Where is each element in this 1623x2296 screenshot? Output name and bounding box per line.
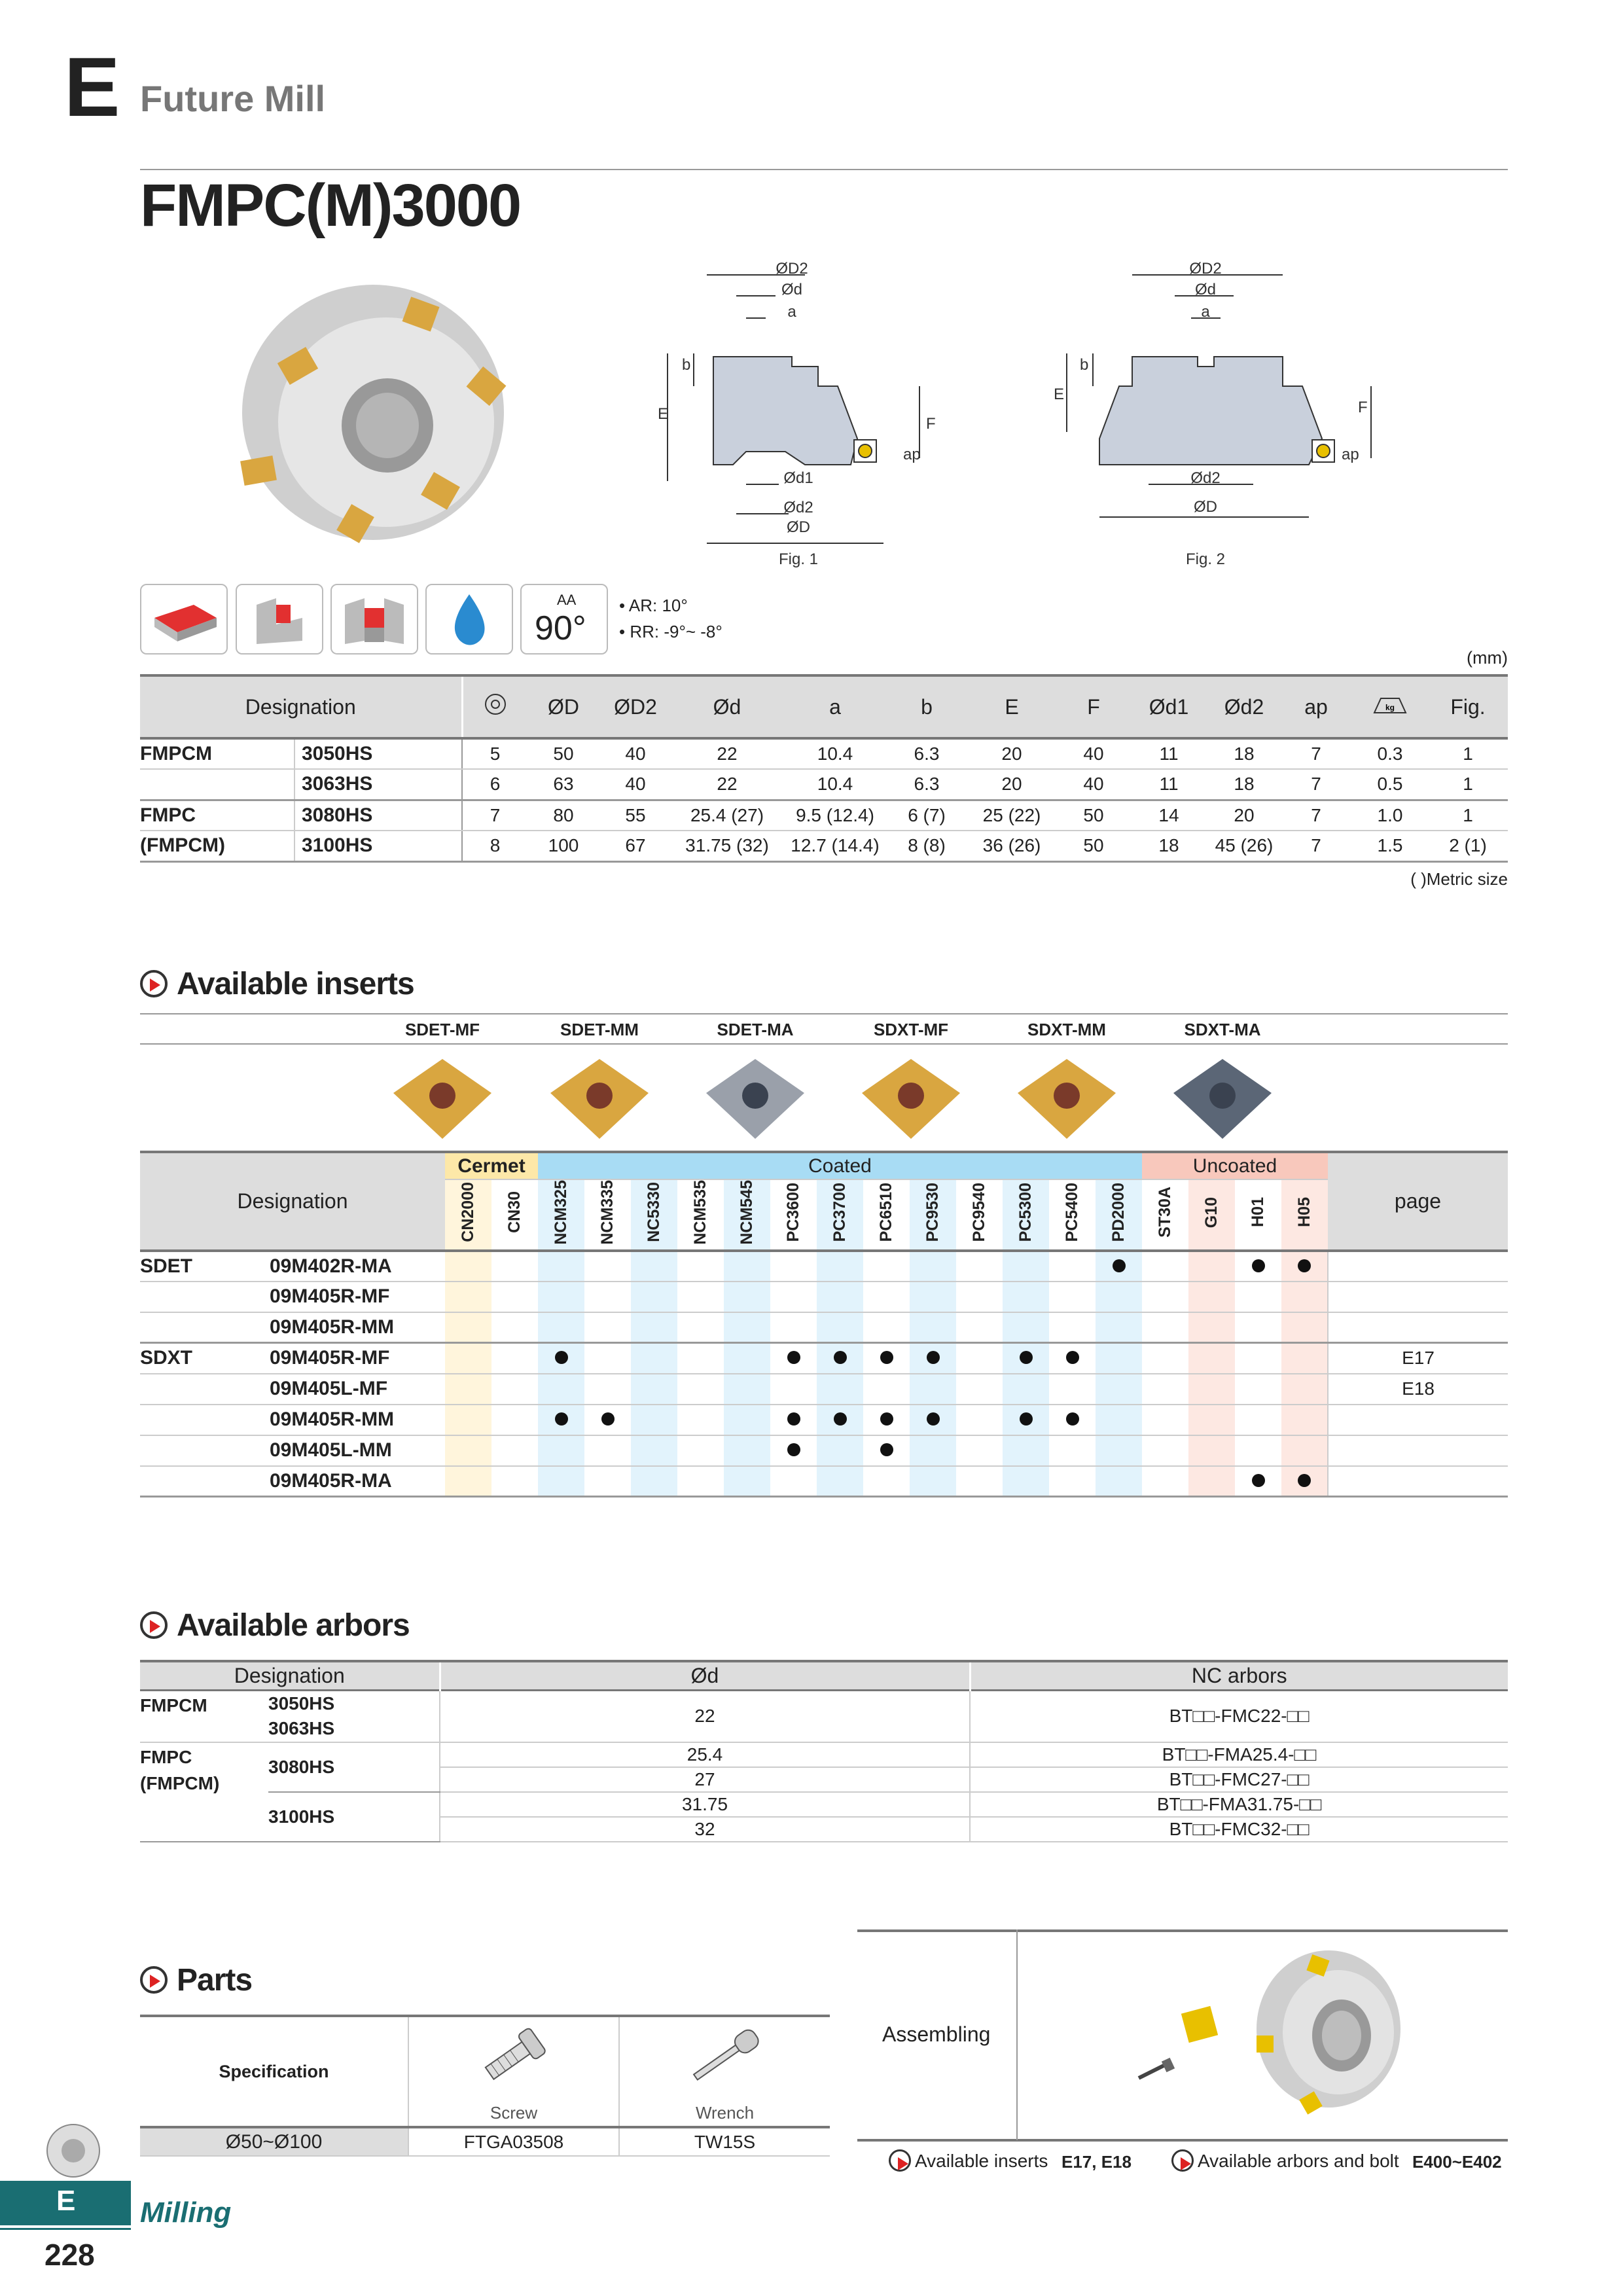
availability-dot (1252, 1474, 1265, 1487)
spec-cell: 55 (599, 800, 671, 831)
availability-dot (927, 1351, 940, 1364)
insert-code: 09M405R-MM (270, 1405, 445, 1435)
svg-text:E: E (1054, 386, 1065, 403)
insert-name: SDET-MF (404, 1020, 480, 1039)
grade-label: PC6510 (877, 1183, 895, 1242)
insert-code: 09M405R-MF (270, 1343, 445, 1374)
svg-text:b: b (1080, 356, 1089, 374)
availability-dot (1298, 1259, 1311, 1272)
insert-group: SDXT (140, 1343, 270, 1374)
availability-dot (880, 1443, 893, 1456)
svg-text:a: a (1201, 303, 1210, 321)
grade-label: NC5330 (645, 1182, 663, 1243)
spec-cell: 14 (1130, 800, 1208, 831)
insert-row (140, 1374, 1508, 1405)
inserts-table (140, 1151, 1508, 1498)
svg-text:ap: ap (1342, 446, 1359, 463)
spec-cell: 11 (1130, 769, 1208, 800)
svg-text:ØD: ØD (1194, 498, 1217, 516)
spec-cell: 36 (26) (966, 831, 1058, 861)
availability-dot (834, 1351, 847, 1364)
spec-code: 3100HS (294, 831, 462, 861)
spec-row (140, 738, 1508, 769)
insert-image (855, 1054, 967, 1145)
spec-row (140, 769, 1508, 800)
svg-text:F: F (1358, 399, 1368, 416)
spec-cell: 40 (599, 769, 671, 800)
spec-row (140, 831, 1508, 861)
svg-text:ØD2: ØD2 (1189, 260, 1222, 278)
insert-code: 09M405R-MF (270, 1282, 445, 1312)
insert-name: SDET-MA (717, 1020, 794, 1039)
availability-dot (555, 1412, 568, 1426)
svg-text:b: b (682, 356, 691, 374)
section-arrow-icon (140, 1611, 168, 1639)
spec-cell: 7 (1280, 769, 1352, 800)
availability-dot (1298, 1474, 1311, 1487)
spec-cell: 7 (462, 800, 527, 831)
grade-label: CN30 (505, 1191, 524, 1234)
grade-label: ST30A (1156, 1187, 1174, 1238)
cutter-photo (216, 262, 530, 563)
inserts-title: Available inserts (177, 967, 414, 1001)
group-uncoated: Uncoated (1142, 1152, 1328, 1179)
spec-cell: 12.7 (14.4) (783, 831, 887, 861)
spec-cell: 25 (22) (966, 800, 1058, 831)
insert-page (1328, 1405, 1508, 1435)
spec-cell: 18 (1208, 738, 1280, 769)
tab-thumbnail-image (41, 2121, 106, 2181)
grade-label: G10 (1202, 1196, 1221, 1228)
insert-group: SDET (140, 1251, 270, 1282)
spec-cell: 2 (1) (1428, 831, 1508, 861)
insert-image (1011, 1054, 1122, 1145)
availability-dot (880, 1351, 893, 1364)
spec-group: FMPCM (140, 738, 294, 769)
insert-name: SDXT-MM (1027, 1020, 1106, 1039)
coolant-drop-icon (425, 584, 513, 655)
weight-kg-icon (1352, 675, 1428, 738)
section-arrow-icon (140, 1966, 168, 1994)
spec-row (140, 800, 1508, 831)
availability-dot (1252, 1259, 1265, 1272)
insert-page (1328, 1466, 1508, 1497)
insert-row (140, 1312, 1508, 1343)
svg-text:ØD2: ØD2 (776, 260, 808, 278)
spec-cell: 80 (527, 800, 599, 831)
svg-text:Ød1: Ød1 (783, 469, 813, 487)
arbors-title: Available arbors (177, 1608, 410, 1643)
spec-cell: 6.3 (887, 769, 966, 800)
insert-page (1328, 1312, 1508, 1343)
spec-cell: 6 (462, 769, 527, 800)
spec-cell: 1 (1428, 738, 1508, 769)
material-steel-icon (140, 584, 228, 655)
spec-cell: 7 (1280, 831, 1352, 861)
spec-cell: 1 (1428, 800, 1508, 831)
svg-text:Fig. 2: Fig. 2 (1185, 550, 1226, 568)
insert-group (140, 1435, 270, 1466)
grade-label: H05 (1295, 1197, 1313, 1228)
header-rule (140, 169, 1508, 170)
arbors-table: Designation Ød NC arbors FMPCM 3050HS 3063HS 22 BT□□-FMC22-□□ FMPC (FMPCM) 3080HS 25.4 BT□□-FMA25.4-□□ 27 BT□□-FMC27-□□ 3100HS 31.75 BT□□-FMA31.75-□□ 32 BT□□-FMC32-□□ (140, 1660, 1508, 1842)
spec-table (140, 674, 1508, 863)
spec-cell: 40 (1058, 738, 1130, 769)
section-letter: E (64, 41, 118, 134)
insert-image (700, 1054, 811, 1145)
availability-dot (1020, 1351, 1033, 1364)
spec-cell: 22 (671, 738, 783, 769)
parts-table: Specification Screw Wrench Ø50~Ø100 FTGA03508 TW15S (140, 2015, 830, 2157)
spec-code: 3050HS (294, 738, 462, 769)
spec-cell: 45 (26) (1208, 831, 1280, 861)
insert-code: 09M402R-MA (270, 1251, 445, 1282)
insert-name: SDXT-MF (873, 1020, 949, 1039)
spec-cell: 22 (671, 769, 783, 800)
insert-code: 09M405R-MM (270, 1312, 445, 1343)
grade-label: CN2000 (459, 1182, 477, 1243)
grade-label: PD2000 (1109, 1183, 1128, 1242)
svg-text:a: a (787, 303, 796, 321)
spec-header-row: Designation ØD ØD2 Ød a b E F Ød1 Ød2 ap kg Fig. (140, 675, 1508, 738)
parts-title: Parts (177, 1963, 253, 1998)
grade-label: PC3700 (830, 1183, 849, 1242)
insert-group (140, 1374, 270, 1405)
approach-angle-card: AA 90° (520, 584, 608, 655)
availability-dot (880, 1412, 893, 1426)
svg-text:kg: kg (1385, 703, 1395, 712)
insert-page (1328, 1251, 1508, 1282)
wrench-image (619, 2016, 830, 2100)
availability-dot (787, 1443, 800, 1456)
section-title: Future Mill (140, 78, 326, 119)
spec-cell: 50 (527, 738, 599, 769)
spec-cell: 10.4 (783, 769, 887, 800)
spec-cell: 63 (527, 769, 599, 800)
spec-cell: 0.5 (1352, 769, 1428, 800)
insert-code: 09M405R-MA (270, 1466, 445, 1497)
spec-cell: 8 (8) (887, 831, 966, 861)
insert-image (1167, 1054, 1278, 1145)
figure-2 (1034, 255, 1374, 569)
slotting-icon (330, 584, 418, 655)
group-cermet: Cermet (445, 1152, 538, 1179)
spec-cell: 9.5 (12.4) (783, 800, 887, 831)
spec-group: FMPC (140, 800, 294, 831)
availability-dot (1020, 1412, 1033, 1426)
link-inserts-pages[interactable]: E17, E18 (1061, 2152, 1132, 2172)
spec-cell: 50 (1058, 800, 1130, 831)
model-title: FMPC(M)3000 (140, 172, 521, 239)
spec-code: 3063HS (294, 769, 462, 800)
assembling-image (1113, 1937, 1414, 2134)
insert-image (544, 1054, 655, 1145)
svg-text:Ød: Ød (781, 281, 803, 298)
grade-label: PC9540 (970, 1183, 988, 1242)
svg-text:Fig. 1: Fig. 1 (778, 550, 819, 568)
availability-dot (1066, 1351, 1079, 1364)
spec-cell: 25.4 (27) (671, 800, 783, 831)
availability-dot (787, 1351, 800, 1364)
grade-label: NCM535 (691, 1180, 709, 1245)
grade-label: NCM325 (552, 1180, 570, 1245)
spec-cell: 20 (966, 769, 1058, 800)
insert-row (140, 1251, 1508, 1282)
page-number: 228 (45, 2238, 95, 2272)
spec-cell: 0.3 (1352, 738, 1428, 769)
ar-note: • AR: 10° (619, 596, 688, 615)
grade-label: PC3600 (784, 1183, 802, 1242)
spec-cell: 6.3 (887, 738, 966, 769)
spec-group (140, 769, 294, 800)
spec-cell: 1.5 (1352, 831, 1428, 861)
svg-text:Ød: Ød (1194, 281, 1217, 298)
figure-1 (641, 255, 936, 569)
grade-label: NCM545 (738, 1180, 756, 1245)
insert-group (140, 1466, 270, 1497)
insert-code: 09M405L-MM (270, 1435, 445, 1466)
insert-row (140, 1405, 1508, 1435)
spec-cell: 20 (1208, 800, 1280, 831)
spec-cell: 6 (7) (887, 800, 966, 831)
spec-cell: 10.4 (783, 738, 887, 769)
svg-text:Ød2: Ød2 (783, 499, 813, 516)
spec-cell: 8 (462, 831, 527, 861)
svg-text:E: E (658, 405, 669, 423)
ins-page-header: page (1328, 1152, 1508, 1251)
availability-dot (834, 1412, 847, 1426)
grade-label: PC5400 (1063, 1183, 1081, 1242)
spec-cell: 31.75 (32) (671, 831, 783, 861)
insert-name: SDXT-MA (1184, 1020, 1261, 1039)
assembling-label: Assembling (882, 2022, 991, 2046)
spec-cell: 20 (966, 738, 1058, 769)
insert-name: SDET-MM (560, 1020, 639, 1039)
insert-row (140, 1282, 1508, 1312)
spec-cell: 50 (1058, 831, 1130, 861)
grade-label: H01 (1249, 1197, 1267, 1228)
availability-dot (927, 1412, 940, 1426)
spec-cell: 7 (1280, 800, 1352, 831)
availability-dot (1066, 1412, 1079, 1426)
spec-group: (FMPCM) (140, 831, 294, 861)
insert-code: 09M405L-MF (270, 1374, 445, 1405)
availability-dot (1113, 1259, 1126, 1272)
spec-cell: 40 (599, 738, 671, 769)
teeth-icon (462, 675, 527, 738)
col-designation: Designation (140, 675, 462, 738)
link-inserts[interactable]: Available inserts (915, 2151, 1048, 2171)
availability-dot (787, 1412, 800, 1426)
insert-row (140, 1466, 1508, 1497)
svg-text:ap: ap (903, 446, 921, 463)
spec-cell: 11 (1130, 738, 1208, 769)
screw-image (408, 2016, 619, 2100)
spec-cell: 40 (1058, 769, 1130, 800)
insert-page: E18 (1328, 1374, 1508, 1405)
unit-label: (mm) (1467, 648, 1508, 668)
grade-label: PC5300 (1016, 1183, 1035, 1242)
grade-label: PC9530 (923, 1183, 942, 1242)
insert-row (140, 1343, 1508, 1374)
ins-designation-header: Designation (140, 1152, 445, 1251)
link-arrow-icon (1171, 2149, 1194, 2172)
group-coated: Coated (538, 1152, 1142, 1179)
insert-page: E17 (1328, 1343, 1508, 1374)
tab-label: Milling (140, 2197, 232, 2229)
insert-page (1328, 1435, 1508, 1466)
spec-cell: 18 (1208, 769, 1280, 800)
grade-label: NCM335 (598, 1180, 616, 1245)
link-arbors[interactable]: Available arbors and bolt (1198, 2151, 1399, 2171)
insert-group (140, 1405, 270, 1435)
link-arrow-icon (889, 2149, 911, 2172)
insert-group (140, 1282, 270, 1312)
link-arbors-pages[interactable]: E400~E402 (1412, 2152, 1502, 2172)
spec-cell: 18 (1130, 831, 1208, 861)
section-arrow-icon (140, 970, 168, 997)
rr-note: • RR: -9°~ -8° (619, 622, 722, 641)
spec-cell: 1 (1428, 769, 1508, 800)
shoulder-milling-icon (236, 584, 323, 655)
insert-group (140, 1312, 270, 1343)
spec-cell: 7 (1280, 738, 1352, 769)
metric-note: ( )Metric size (1410, 869, 1508, 889)
availability-dot (601, 1412, 615, 1426)
insert-row (140, 1435, 1508, 1466)
spec-cell: 5 (462, 738, 527, 769)
insert-image (387, 1054, 498, 1145)
insert-page (1328, 1282, 1508, 1312)
spec-code: 3080HS (294, 800, 462, 831)
spec-cell: 100 (527, 831, 599, 861)
svg-text:F: F (926, 415, 936, 433)
svg-text:ØD: ØD (787, 518, 810, 536)
spec-cell: 1.0 (1352, 800, 1428, 831)
spec-cell: 67 (599, 831, 671, 861)
svg-text:Ød2: Ød2 (1190, 469, 1221, 487)
availability-dot (555, 1351, 568, 1364)
tab-letter: E (56, 2185, 76, 2217)
